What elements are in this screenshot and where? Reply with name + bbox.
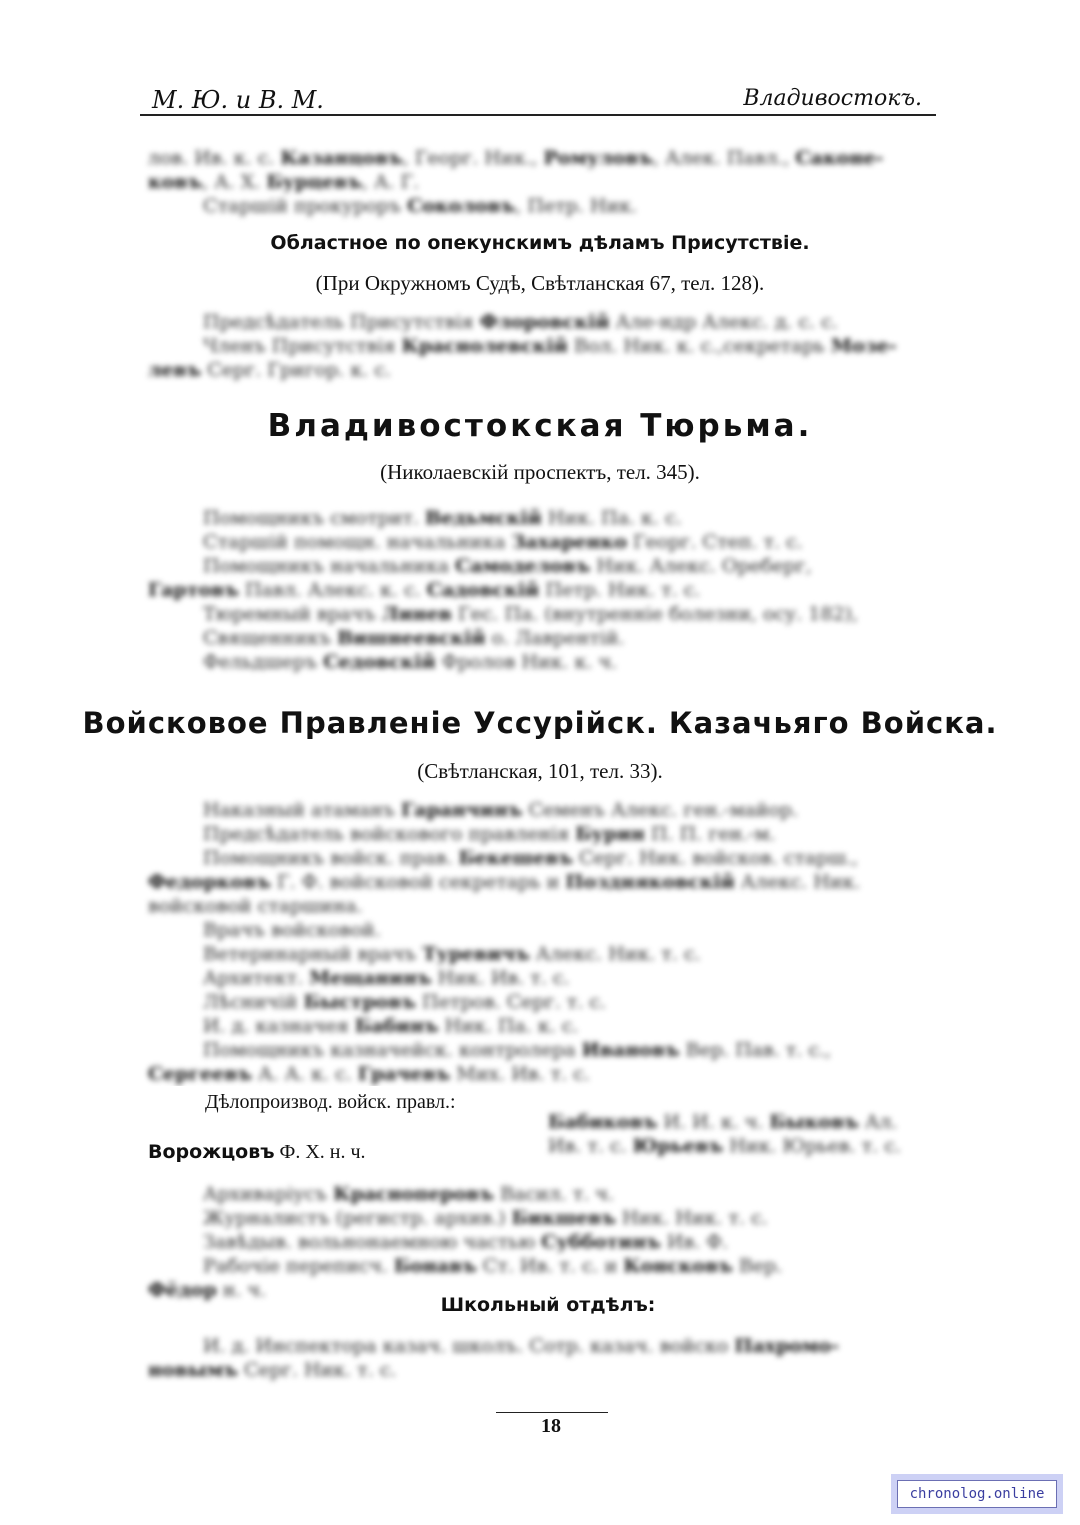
section-title-school: Школьный отдѣлъ:: [440, 1294, 656, 1316]
section-title-guardianship: Областное по опекунскимъ дѣламъ Присутствіе.: [270, 232, 810, 254]
watermark-text: chronolog.online: [897, 1480, 1057, 1508]
page-number: 18: [541, 1415, 561, 1437]
blurred-text-block: И. д. Инспектора казач. школъ. Сотр. казач. войско Пахромо- новымъ Серг. Ник. т. с.: [148, 1335, 839, 1381]
watermark-badge: [891, 1474, 1063, 1514]
page-header-left: М. Ю. и В. М.: [152, 86, 324, 114]
blurred-text-block: Наказный атаманъ Гаранчинъ Семенъ Алекс. ген.-майор. Предсѣдатель войскового правленія Бурин П. П. ген.-м. Помощникъ войск. прав. Бекешевъ Серг. Ник. войсков. старш., Федорковъ Г. Ф. войсковой секретарь и Поздняковскій Алекс. Ник. войсковой старшина. Врачъ войсковой. Ветеринарный врачъ Туревичъ Алекс. Ник. т. с. Архитект. Мещанинъ Ник. Ив. т. с. Лѣсничій Быстровъ Петров. Серг. т. с. И. д. казначея Бабинъ Ник. Па. к. с. Помощникъ казначейск. контролера Ивановъ Вер. Пав. т. с., Сергеевъ А. А. к. с. Грачевъ Мих. Ив. т. с. Бабиковъ И. И. к. ч. Быковъ Ал. Ив. т. с. Юрьевъ Ник. Юрьев. т. с. Архиваріусъ Красноперовъ Васил. т. ч. Журналистъ (регистр. архив.) Бикшевъ Ник. Ник. т. с. Завѣдыв. вольнонаемною частью Субботинъ Ив. Ф. Рабочіе переписч. Бонавъ Ст. Ив. т. с. и Консковъ Вер. Фёдор н. ч.: [148, 799, 901, 1301]
blurred-text-block: Предсѣдатель Присутствія Флоровскій Але-ндр Алекс. д. с. с. Членъ Присутствія Краснолевскій Вол. Ник. к. с.,секретарь Мозе- левъ Серг. Григор. к. с.: [148, 311, 897, 381]
blurred-text-block: лов. Ив. к. с. Казанцовъ, Георг. Ник., Ромуловъ, Алек. Павл., Саконе- ковъ, А. Х. Бурцевъ, А. Г. Старшiй прокуроръ Соколовъ, Петр. Ник.: [148, 147, 884, 217]
legible-line-clerk: Дѣлопроизвод. войск. правл.:: [150, 1086, 544, 1118]
blurred-text-block: Помощникъ смотрит. Ведьмскій Ник. Па. к. с. Старшій помощн. начальника Захаренко Георг. Степ. т. с. Помощникъ начальника Самоделовъ Ник. Алекс. Ореберг, Гартовъ Павл. Алекс. к. с. Садовскій Петр. Ник. т. с. Тюремный врачъ Линев Гес. Па. (внутреннiе болезни, осу. 182), Священникъ Вишнеевскій о. Лаврентій. Фельдшеръ Седовскій Фролов Ник. к. ч.: [148, 507, 858, 673]
person-surname: Ворожцовъ: [148, 1141, 275, 1163]
section-title-prison: Владивостокская Тюрьма.: [267, 408, 813, 444]
section-address-cossack-board: (Свѣтланская, 101, тел. 33).: [417, 759, 663, 783]
legible-line-name: [148, 1136, 438, 1168]
header-rule: [140, 114, 936, 116]
section-address-prison: (Николаевскій проспектъ, тел. 345).: [380, 460, 700, 484]
page-header-right: Владивостокъ.: [743, 86, 922, 111]
section-title-cossack-board: Войсковое Правленіе Уссурійск. Казачьяго Войска.: [82, 706, 998, 740]
section-address-guardianship: (При Окружномъ Судѣ, Свѣтланская 67, тел. 128).: [315, 271, 765, 295]
footer-rule: [496, 1412, 608, 1413]
person-initials: Ф. Х. н. ч.: [279, 1141, 366, 1163]
